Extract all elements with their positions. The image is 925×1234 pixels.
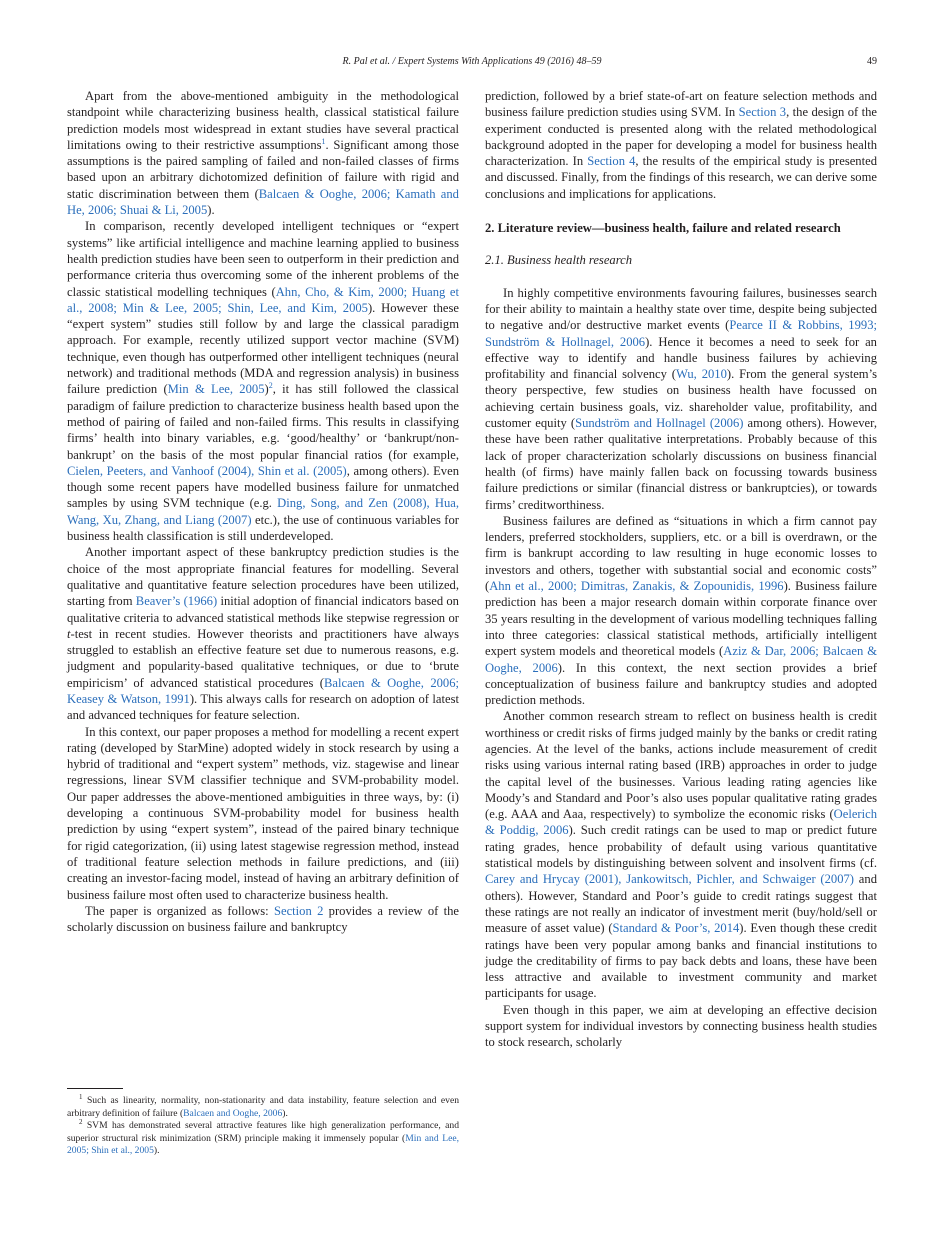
footnote-ref-2[interactable]: 2: [268, 381, 273, 391]
citation-link[interactable]: Balcaen & Ooghe, 2006; Kamath and He, 2006; Shuai & Li, 2005: [67, 186, 459, 218]
citation-link[interactable]: Oelerich & Poddig, 2006: [485, 807, 877, 838]
citation-link[interactable]: Ding, Song, and Zen (2008), Hua, Wang, Xu, Zhang, and Liang (2007): [67, 496, 459, 527]
right-paragraph-2: In highly competitive environments favouring failures, businesses search for their ability to maintain a healthy state over time, despite being subjected to negative and/or destructive market events (Pearce II & Robbins, 1993; Sundström & Hollnagel, 2006). Hence it becomes a need to seek for an effective way to identify and handle business failures by achieving profitability and financial solvency (Wu, 2010). From the general system’s theory perspective, few studies on business health have focussed on achieving certain business goals, viz. shareholder value, profitability, and customer equity (Sundström and Hollnagel (2006) among others). However, these have been rather qualitative interpretations. Probably because of this lack of proper characterization scholarly discussions on business financial health (of firms) have mainly fallen back on focussing towards business failure predictions or similar (financial distress or bankruptcies), or towards firms’ creditworthiness.: [485, 285, 877, 512]
left-paragraph-5: The paper is organized as follows: Section 2 provides a review of the scholarly discussion on business failure and bankruptcy: [67, 903, 460, 935]
running-head: R. Pal et al. / Expert Systems With Applications 49 (2016) 48–59: [342, 56, 602, 67]
citation-link[interactable]: Sundström and Hollnagel (2006): [575, 416, 744, 431]
right-paragraph-3: Business failures are defined as “situations in which a firm cannot pay lenders, preferred stockholders, suppliers, etc. or a bill is overdrawn, or the firm is bankrupt according to law resulting in huge economic losses to investors and others, together with substantial social and economic costs” (Ahn et al., 2000; Dimitras, Zanakis, & Zopounidis, 1996). Business failure prediction has been a major research domain within corporate finance over 35 years resulting in the development of various modelling techniques falling into three categories: classical statistical methods, artificially intelligent expert system models and theoretical models (Aziz & Dar, 2006; Balcaen & Ooghe, 2006). In this context, the next section provides a brief conceptualization of business failure and bankruptcy studies and adopted prediction methods.: [485, 513, 877, 708]
footnote-2: $^2$ SVM has demonstrated several attractive features like high generalization performance, and superior structural risk minimization (SRM) principle making it immensely popular (Min and Lee, 2005; Shin et al., 2005).: [67, 1118, 459, 1157]
citation-link[interactable]: Balcaen and Ooghe, 2006: [183, 1107, 283, 1119]
citation-link[interactable]: Standard & Poor’s, 2014: [612, 921, 740, 936]
page-header: [67, 56, 877, 70]
right-column: [485, 88, 877, 1051]
footnote-ref-1[interactable]: 1: [321, 136, 326, 146]
citation-link[interactable]: Min and Lee, 2005; Shin et al., 2005: [67, 1132, 459, 1157]
footnote-1: $^1$ Such as linearity, normality, non-stationarity and data instability, feature selection and even arbitrary definition of failure (Balcaen and Ooghe, 2006).: [67, 1092, 460, 1119]
section-heading: 2. Literature review—business health, failure and related research: [485, 221, 841, 236]
left-paragraph-4: In this context, our paper proposes a method for modelling a recent expert rating (developed by StarMine) adopted widely in stock research by using a hybrid of traditional and “expert system” methods, viz. stagewise and linear regressions, linear SVM classifier technique and SVM-probability model. Our paper addresses the above-mentioned ambiguities in three ways, by: (i) developing a continuous SVM-probability model for business health prediction by using “expert system”, instead of the paired binary technique for rigid categorization, (ii) using latest stagewise regression method, instead of traditional feature selection methods in failure predictions, and (iii) creating an investor-facing model, instead of having an arbitrary definition of business failure most often used to characterize business health.: [67, 724, 459, 902]
footnote-divider: [67, 1088, 123, 1089]
section-link[interactable]: Section 2: [273, 903, 324, 918]
citation-link[interactable]: Carey and Hrycay (2001), Jankowitsch, Pichler, and Schwaiger (2007): [485, 872, 855, 887]
citation-link[interactable]: Aziz & Dar, 2006; Balcaen & Ooghe, 2006: [485, 644, 877, 675]
citation-link[interactable]: Cielen, Peeters, and Vanhoof (2004), Shin et al. (2005): [67, 463, 347, 478]
page-number: 49: [867, 56, 877, 67]
subsection-heading: 2.1. Business health research: [485, 253, 633, 268]
citation-link[interactable]: Beaver’s (1966): [135, 594, 218, 609]
right-paragraph-4: Another common research stream to reflect on business health is credit worthiness or credit risks of firms judged mainly by the banks or credit rating agencies. At the level of the banks, actions include measurement of credit risks using various internal rating based (IRB) approaches in order to judge the capital level of the businesses. Various leading rating agencies like Moody’s and Standard and Poor’s also uses popular qualitative rating grades (e.g. AAA and Aaa, respectively) to symbolize the economic risks (Oelerich & Poddig, 2006). Such credit ratings can be used to map or predict future rating grades, hence probability of default using various quantitative statistical models by distinguishing between solvent and insolvent firms (cf. Carey and Hrycay (2001), Jankowitsch, Pichler, and Schwaiger (2007) and others). However, Standard and Poor’s guide to credit ratings suggest that these ratings are not really an indicator of investment merit (buy/hold/sell or measure of asset value) (Standard & Poor’s, 2014). Even though these credit ratings have been very popular among banks and financial institutions to judge the creditability of firms to pay back debts and loans, these have been less attractive and available to investment community and market participants for usage.: [485, 709, 878, 1001]
citation-link[interactable]: Wu, 2010: [675, 367, 727, 382]
left-paragraph-2: In comparison, recently developed intelligent techniques or “expert systems” like artificial intelligence and machine learning applied to business health prediction studies have been seen to outperform in their prediction and performance criteria thus overcoming some of the inherent problems of the classic statistical modelling techniques (Ahn, Cho, & Kim, 2000; Huang et al., 2008; Min & Lee, 2005; Shin, Lee, and Kim, 2005). However these “expert system” studies still follow by and large the classical paradigm approach. For example, recently utilized support vector machine (SVM) technique, even though has outperformed other intelligent techniques (neural network) and traditional methods (MDA and regression analysis) in business failure prediction (Min & Lee, 2005)$^2$, it has still followed the classical paradigm of failure prediction to characterize business health based upon the method of pairing of failed and non-failed firms. This results in classifying firms’ health into binary variables, e.g. ‘good/healthy’ or ‘bankrupt/non-bankrupt’ on the basis of the most popular financial ratios (for example, Cielen, Peeters, and Vanhoof (2004), Shin et al. (2005), among others). Even though some recent papers have modelled business failure for unmatched samples by using SVM technique (e.g. Ding, Song, and Zen (2008), Hua, Wang, Xu, Zhang, and Liang (2007) etc.), the use of continuous variables for business health classification is still underdeveloped.: [67, 219, 459, 544]
citation-link[interactable]: Balcaen & Ooghe, 2006; Keasey & Watson, 1991: [67, 675, 460, 706]
citation-link[interactable]: Min & Lee, 2005: [167, 382, 265, 397]
left-column: [67, 88, 459, 935]
citation-link[interactable]: Ahn et al., 2000; Dimitras, Zanakis, & Zopounidis, 1996: [489, 579, 784, 594]
footnotes: [67, 1088, 459, 1158]
right-paragraph-5: Even though in this paper, we aim at developing an effective decision support system for individual investors by connecting business health studies to stock research, scholarly: [485, 1002, 877, 1050]
citation-link[interactable]: Ahn, Cho, & Kim, 2000; Huang et al., 2008; Min & Lee, 2005; Shin, Lee, and Kim, 2005: [67, 284, 459, 315]
left-paragraph-3: Another important aspect of these bankruptcy prediction studies is the choice of the most appropriate financial features for modelling. Several qualitative and quantitative feature selection procedures have been utilized, starting from Beaver’s (1966) initial adoption of financial indicators based on qualitative criteria to advanced statistical methods like stepwise regression or t-test in recent studies. However theorists and practitioners have always struggled to establish an effective feature set due to numerous reasons, e.g. judgment and popularity-based qualitative techniques, or due to ‘brute empiricism’ of advanced statistical procedures (Balcaen & Ooghe, 2006; Keasey & Watson, 1991). This always calls for research on adoption of latest and advanced techniques for feature selection.: [67, 545, 460, 723]
left-paragraph-1: Apart from the above-mentioned ambiguity in the methodological standpoint while characterizing business health, classical statistical failure prediction models most widespread in extant studies have several practical limitations owing to their restrictive assumptions$^1$. Significant among those assumptions is the paired sampling of failed and non-failed classes of firms based upon an arbitrary dichotomized definition of failure with rigid and static discrimination between them (Balcaen & Ooghe, 2006; Kamath and He, 2006; Shuai & Li, 2005).: [67, 89, 460, 218]
section-link[interactable]: Section 4: [587, 154, 636, 169]
citation-link[interactable]: Pearce II & Robbins, 1993; Sundström & Hollnagel, 2006: [485, 318, 877, 349]
section-link[interactable]: Section 3: [738, 105, 787, 120]
right-paragraph-1: prediction, followed by a brief state-of-art on feature selection methods and business failure prediction studies using SVM. In Section 3, the design of the experiment conducted is presented along with the related methodological background adopted in the paper for developing a model for business health characterization. In Section 4, the results of the empirical study is presented and discussed. Finally, from the findings of this research, we can derive some conclusions and implications for applications.: [485, 89, 877, 201]
